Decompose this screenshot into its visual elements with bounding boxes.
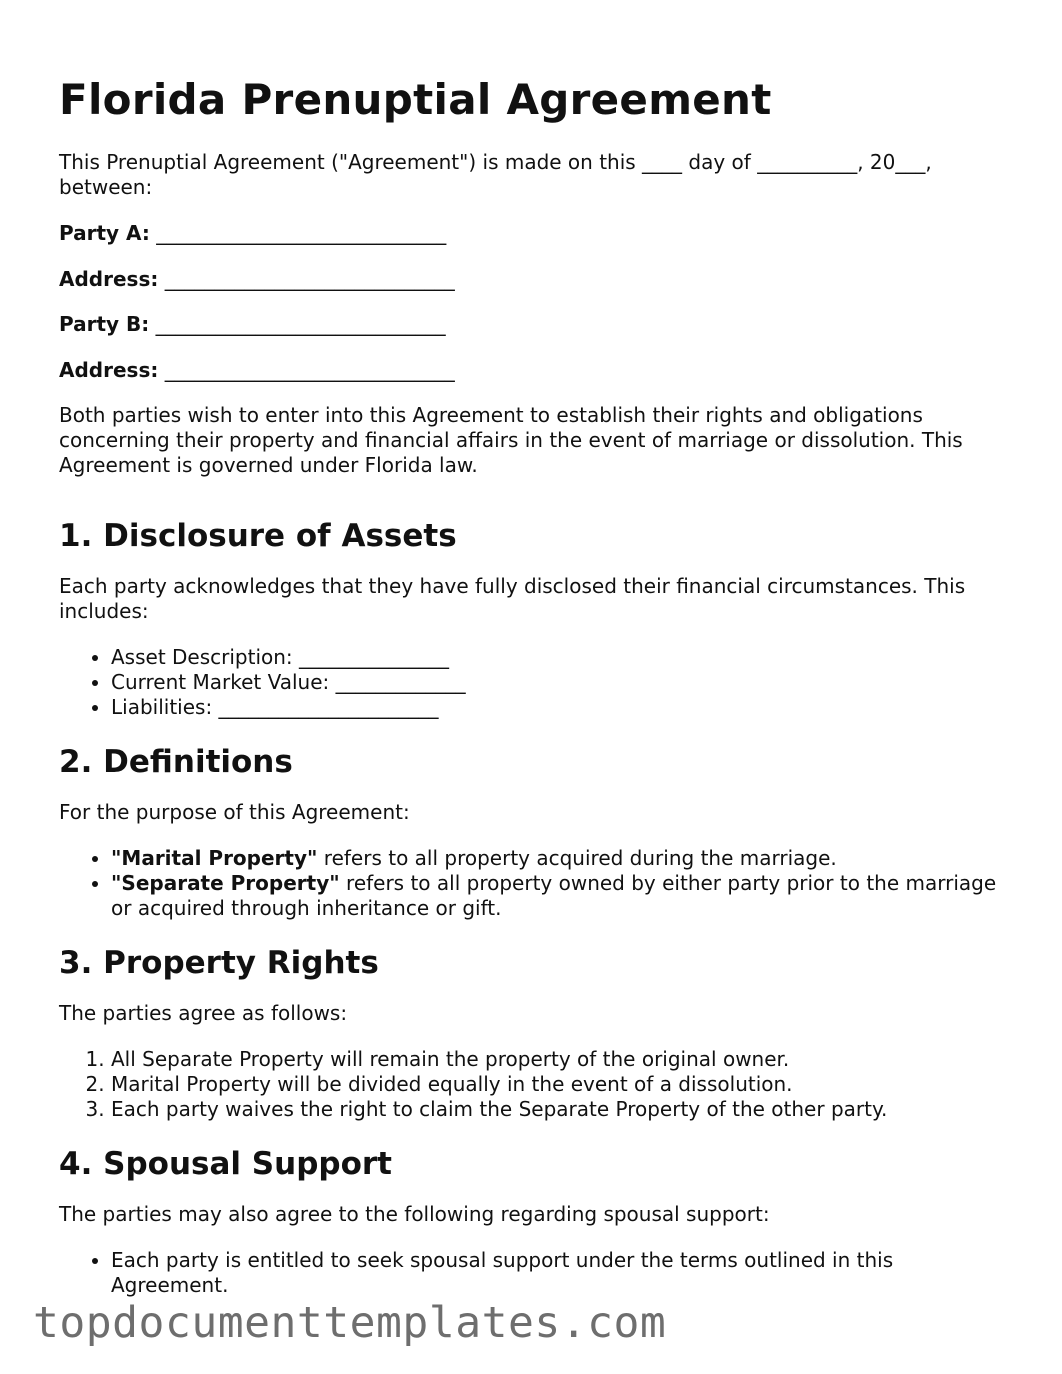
party-b-address-label: Address: [59, 357, 159, 382]
party-b-address-field [59, 358, 1009, 383]
section-3-list [59, 1047, 1009, 1122]
list-item: • Asset Description: _______________ [111, 645, 1009, 670]
section-1-heading: 1. Disclosure of Assets [59, 518, 457, 554]
section-2-list [59, 846, 1009, 921]
section-1-intro: Each party acknowledges that they have fully disclosed their financial circumstances. This includes: [59, 574, 966, 623]
party-b-address-blank: _____________________________ [164, 357, 455, 382]
watermark: topdocumenttemplates.com [33, 1298, 667, 1348]
intro-paragraph: This Prenuptial Agreement ("Agreement") is made on this ____ day of __________, 20___, between: [59, 150, 932, 199]
section-2-intro: For the purpose of this Agreement: [59, 800, 410, 824]
section-4-intro: The parties may also agree to the following regarding spousal support: [59, 1202, 770, 1226]
list-item: • Current Market Value: _____________ [111, 670, 1009, 695]
section-4-list [59, 1248, 1009, 1298]
list-item [111, 846, 1009, 871]
party-b-field [59, 312, 1009, 337]
document-title: Florida Prenuptial Agreement [59, 75, 772, 124]
party-a-address-field [59, 267, 1009, 292]
document-page [59, 72, 1009, 1320]
section-3-heading: 3. Property Rights [59, 945, 379, 981]
party-b-label: Party B: [59, 312, 150, 336]
list-item: • Liabilities: ______________________ [111, 695, 1009, 720]
section-3-intro: The parties agree as follows: [59, 1001, 348, 1025]
definition-term: "Marital Property" [111, 846, 318, 870]
list-item: 1. All Separate Property will remain the property of the original owner. [111, 1047, 1009, 1072]
section-2-heading: 2. Definitions [59, 744, 293, 780]
list-item [111, 871, 1009, 921]
party-b-blank: _____________________________ [155, 312, 446, 336]
list-item: • Each party is entitled to seek spousal support under the terms outlined in this Agreement. [111, 1248, 1009, 1298]
purpose-paragraph: Both parties wish to enter into this Agreement to establish their rights and obligations concerning their property and financial affairs in the event of marriage or dissolution. This Agreement is governed under Florida law. [59, 403, 963, 477]
party-a-field [59, 221, 1009, 246]
party-a-address-label: Address: [59, 266, 159, 291]
section-4-heading: 4. Spousal Support [59, 1146, 392, 1182]
party-a-blank: _____________________________ [156, 221, 447, 245]
party-a-label: Party A: [59, 221, 150, 245]
list-item: 3. Each party waives the right to claim the Separate Property of the other party. [111, 1097, 1009, 1122]
definition-text: refers to all property owned by either party prior to the marriage or acquired through inheritance or gift. [111, 871, 997, 920]
definition-text: refers to all property acquired during the marriage. [317, 846, 837, 870]
party-a-address-blank: _____________________________ [164, 266, 455, 291]
definition-term: "Separate Property" [111, 871, 340, 895]
section-1-list [59, 645, 1009, 720]
list-item: 2. Marital Property will be divided equally in the event of a dissolution. [111, 1072, 1009, 1097]
